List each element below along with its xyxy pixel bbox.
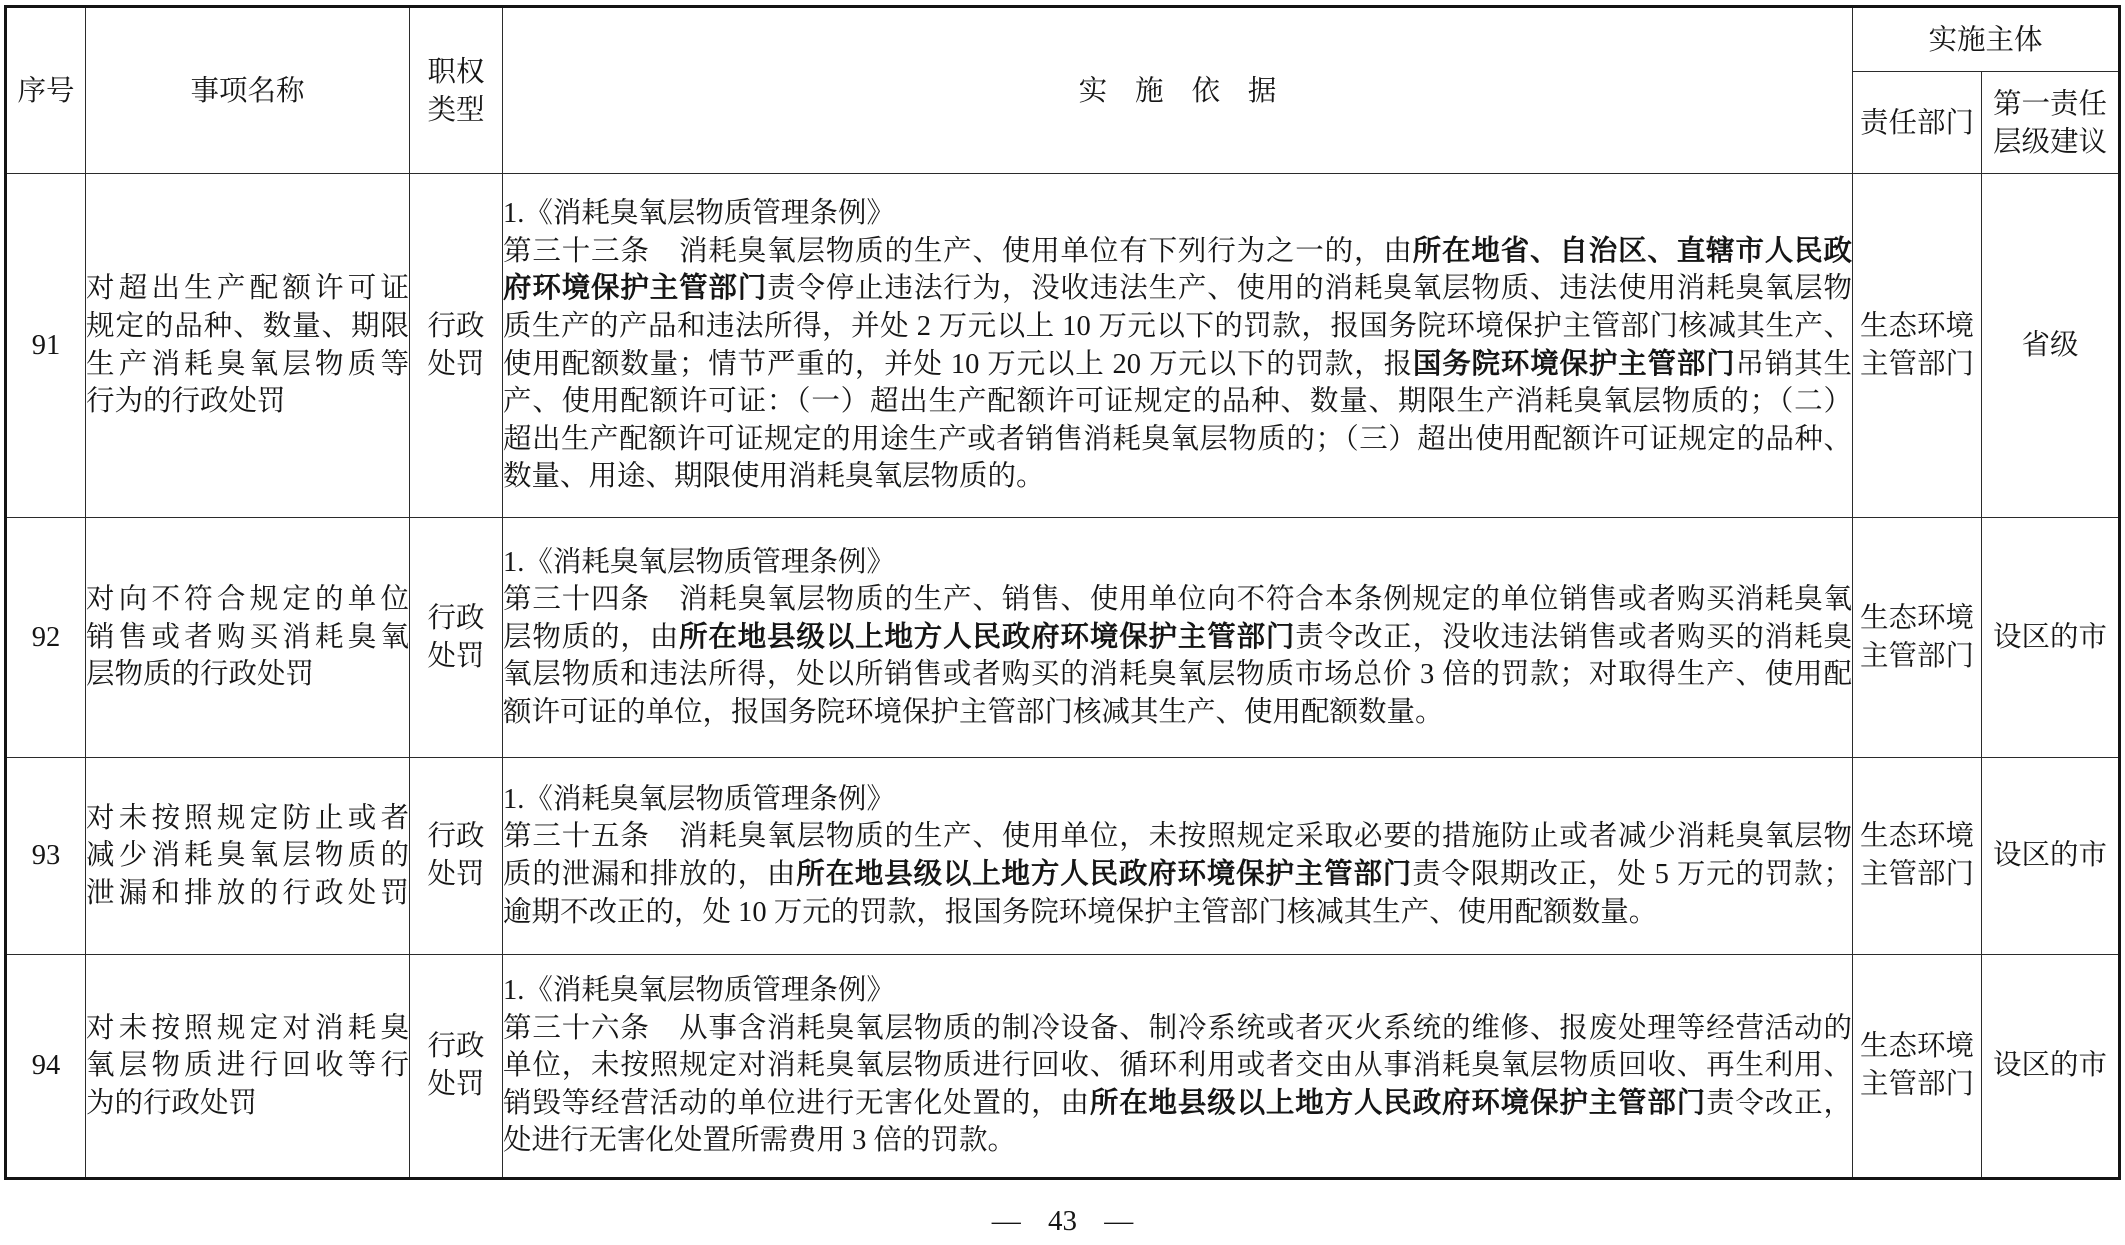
responsible-dept (1853, 174, 1982, 518)
responsible-dept (1853, 518, 1982, 758)
page-number: — 43 — (991, 1205, 1134, 1237)
implementation-basis (503, 955, 1853, 1179)
clause-text: 数量、用途、期限使用消耗臭氧层物质的。 (503, 461, 1045, 493)
emphasized-authority: 国务院环境保护主管部门 (1412, 348, 1736, 380)
item-name-line: 行为的行政处罚 (86, 386, 286, 418)
header-power-type-text: 职权类型 (427, 55, 485, 126)
header-item-name: 事项名称 (86, 7, 410, 174)
item-name (86, 758, 410, 955)
clause-text: 责令限期改正，处 5 万元的罚款； (1412, 859, 1852, 890)
header-row (6, 7, 2120, 72)
item-name-lines (86, 581, 409, 694)
clause-line (503, 308, 1852, 346)
clause-text: 超出生产配额许可证规定的用途生产或者销售消耗臭氧层物质的；（三）超出使用配额许可证规定的品种、 (503, 423, 1852, 455)
header-basis: 实 施 依 据 (503, 7, 1853, 174)
clause-text: 额许可证的单位，报国务院环境保护主管部门核减其生产、使用配额数量。 (503, 696, 1444, 728)
emphasized-authority: 所在地省、自治区、直辖市人民政 (1412, 235, 1852, 267)
clause-text: 第三十四条 消耗臭氧层物质的生产、销售、使用单位向不符合本条例规定的单位销售或者购买消耗臭氧 (503, 584, 1852, 616)
first-responsibility-level: 省级 (1982, 174, 2120, 518)
clause-line (503, 656, 1852, 694)
clause-line (503, 1122, 1852, 1160)
basis-title: 1.《消耗臭氧层物质管理条例》 (503, 198, 895, 230)
table-row (6, 174, 2120, 518)
clause-text: 责令停止违法行为，没收违法生产、使用的消耗臭氧层物质、违法使用消耗臭氧层物 (767, 273, 1852, 305)
responsible-dept-text: 生态环境主管部门 (1859, 1031, 1974, 1100)
emphasized-authority: 府环境保护主管部门 (503, 273, 768, 305)
item-name-line: 销售或者购买消耗臭氧 (86, 621, 409, 653)
basis-clause (503, 233, 1852, 496)
clause-line (503, 383, 1852, 421)
clause-line (503, 1047, 1852, 1085)
item-name-line: 对未按照规定防止或者 (86, 802, 409, 834)
clause-line (503, 619, 1852, 657)
table-row (6, 518, 2120, 758)
power-type-text: 行政处罚 (427, 821, 485, 890)
clause-line (503, 1010, 1852, 1048)
item-name-line: 减少消耗臭氧层物质的 (86, 840, 409, 872)
item-name-line: 对未按照规定对消耗臭 (86, 1012, 409, 1044)
item-name-line: 氧层物质进行回收等行 (86, 1050, 409, 1082)
implementation-basis (503, 174, 1853, 518)
clause-line (503, 818, 1852, 856)
clause-line (503, 694, 1852, 732)
power-type-text: 行政处罚 (427, 602, 485, 672)
basis-title: 1.《消耗臭氧层物质管理条例》 (503, 975, 895, 1007)
power-type (410, 758, 503, 955)
emphasized-authority: 所在地县级以上地方人民政府环境保护主管部门 (796, 859, 1413, 890)
row-number: 92 (6, 518, 86, 758)
item-name-line: 对超出生产配额许可证 (86, 273, 409, 305)
clause-line (503, 856, 1852, 894)
implementation-basis (503, 758, 1853, 955)
clause-text: 逾期不改正的，处 10 万元的罚款，报国务院环境保护主管部门核减其生产、使用配额数量。 (503, 896, 1658, 928)
header-first-level-text: 第一责任层级建议 (1992, 87, 2107, 158)
item-name-line: 对向不符合规定的单位 (86, 584, 409, 616)
first-responsibility-level: 设区的市 (1982, 955, 2120, 1179)
document-page (4, 5, 2121, 1180)
item-name-lines (86, 800, 409, 913)
basis-title: 1.《消耗臭氧层物质管理条例》 (503, 783, 895, 815)
clause-text: 质生产的产品和违法所得，并处 2 万元以上 10 万元以下的罚款，报国务院环境保护主管部门核减其生产、 (503, 310, 1852, 342)
item-name (86, 955, 410, 1179)
clause-text: 销毁等经营活动的单位进行无害化处置的，由 (503, 1087, 1090, 1119)
header-first-level (1982, 72, 2120, 174)
item-name-line: 泄漏和排放的行政处罚 (86, 877, 409, 909)
emphasized-authority: 所在地县级以上地方人民政府环境保护主管部门 (679, 621, 1296, 653)
power-type-text: 行政处罚 (427, 310, 485, 380)
item-name-line: 生产消耗臭氧层物质等 (86, 348, 409, 380)
table-row (6, 758, 2120, 955)
responsible-dept-text: 生态环境主管部门 (1859, 602, 1974, 672)
clause-line (503, 421, 1852, 459)
clause-line (503, 233, 1852, 271)
clause-line (503, 581, 1852, 619)
item-name-line: 规定的品种、数量、期限 (86, 310, 409, 342)
first-responsibility-level: 设区的市 (1982, 758, 2120, 955)
item-name-line: 层物质的行政处罚 (86, 659, 315, 691)
first-responsibility-level: 设区的市 (1982, 518, 2120, 758)
row-number: 91 (6, 174, 86, 518)
clause-text: 第三十三条 消耗臭氧层物质的生产、使用单位有下列行为之一的，由 (503, 235, 1413, 267)
basis-clause (503, 581, 1852, 731)
item-name-line: 为的行政处罚 (86, 1087, 258, 1119)
clause-text: 责令改正， (1706, 1087, 1852, 1119)
clause-text: 处进行无害化处置所需费用 3 倍的罚款。 (503, 1125, 1017, 1157)
power-type-text: 行政处罚 (427, 1031, 485, 1100)
power-type (410, 174, 503, 518)
clause-text: 第三十五条 消耗臭氧层物质的生产、使用单位，未按照规定采取必要的措施防止或者减少消耗臭氧层物 (503, 821, 1852, 853)
item-name (86, 174, 410, 518)
table-row (6, 955, 2120, 1179)
header-responsible-dept: 责任部门 (1853, 72, 1982, 174)
clause-text: 产、使用配额许可证：（一）超出生产配额许可证规定的品种、数量、期限生产消耗臭氧层物质的；（二） (503, 386, 1852, 418)
clause-text: 责令改正，没收违法销售或者购买的消耗臭 (1295, 621, 1852, 653)
responsible-dept (1853, 955, 1982, 1179)
power-type (410, 518, 503, 758)
clause-text: 单位，未按照规定对消耗臭氧层物质进行回收、循环利用或者交由从事消耗臭氧层物质回收、再生利用、 (503, 1050, 1852, 1082)
clause-line (503, 270, 1852, 308)
responsible-dept-text: 生态环境主管部门 (1859, 310, 1974, 380)
header-power-type (410, 7, 503, 174)
header-implementer: 实施主体 (1853, 7, 2120, 72)
clause-line (503, 1085, 1852, 1123)
item-name-lines (86, 1010, 409, 1123)
power-type (410, 955, 503, 1179)
clause-line (503, 458, 1852, 496)
basis-title: 1.《消耗臭氧层物质管理条例》 (503, 546, 895, 578)
clause-text: 氧层物质和违法所得，处以所销售或者购买的消耗臭氧层物质市场总价 3 倍的罚款；对取得生产、使用配 (503, 659, 1852, 691)
item-name-lines (86, 270, 409, 420)
header-number: 序号 (6, 7, 86, 174)
responsible-dept-text: 生态环境主管部门 (1859, 821, 1974, 890)
row-number: 94 (6, 955, 86, 1179)
clause-text: 使用配额数量；情节严重的，并处 10 万元以上 20 万元以下的罚款，报 (503, 348, 1413, 380)
responsible-dept (1853, 758, 1982, 955)
basis-clause (503, 1010, 1852, 1160)
administrative-penalty-table (4, 5, 2121, 1180)
emphasized-authority: 所在地县级以上地方人民政府环境保护主管部门 (1089, 1087, 1707, 1119)
row-number: 93 (6, 758, 86, 955)
item-name (86, 518, 410, 758)
clause-text: 第三十六条 从事含消耗臭氧层物质的制冷设备、制冷系统或者灭火系统的维修、报废处理等经营活动的 (503, 1012, 1852, 1044)
clause-text: 层物质的，由 (503, 621, 680, 653)
basis-clause (503, 818, 1852, 931)
clause-text: 吊销其生 (1735, 348, 1852, 380)
implementation-basis (503, 518, 1853, 758)
clause-text: 质的泄漏和排放的，由 (503, 859, 797, 890)
clause-line (503, 894, 1852, 932)
clause-line (503, 346, 1852, 384)
